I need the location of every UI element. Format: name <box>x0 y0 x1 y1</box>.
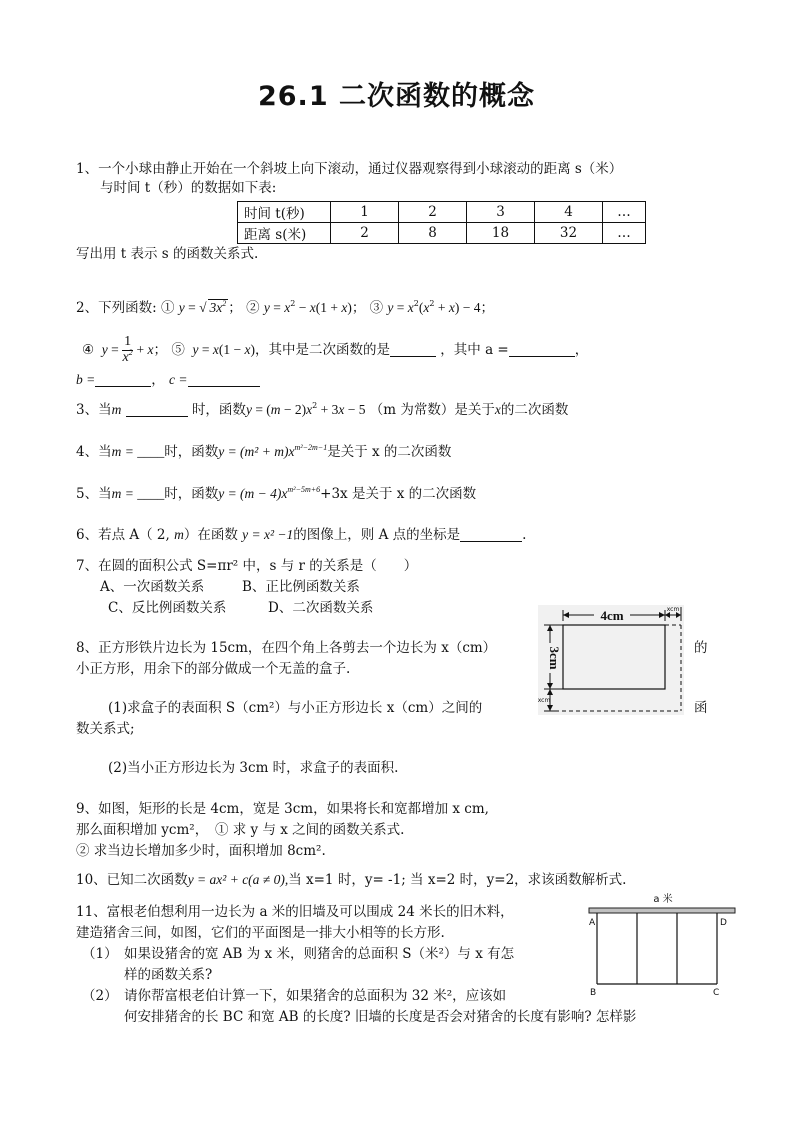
q3-blank[interactable] <box>126 402 188 417</box>
q6-text-c: 的图像上，则 A 点的坐标是 <box>293 527 461 543</box>
q3-formula: y <box>245 402 252 417</box>
corner-a: A <box>589 918 596 928</box>
q6-blank[interactable] <box>460 527 522 542</box>
corner-c: C <box>713 988 720 998</box>
ext-label-x: xcm <box>666 606 680 613</box>
q5-prefix: 5、当 <box>76 486 112 502</box>
q3-tail: 的二次函数 <box>500 402 569 418</box>
q8-line1-tail: 的 <box>694 640 708 656</box>
table-cell: 8 <box>399 223 467 244</box>
q11-line1: 11、富根老伯想利用一边长为 a 米的旧墙及可以围成 24 米长的旧木料， <box>76 904 514 920</box>
q11-sub1-num: （1） <box>82 946 118 962</box>
q5-mid: 时，函数 <box>164 486 219 502</box>
q2-marker-2: ② <box>246 300 260 316</box>
q8-sub2: (2)当小正方形边长为 3cm 时，求盒子的表面积. <box>108 760 399 776</box>
q8-sub1: (1)求盒子的表面积 S（cm²）与小正方形边长 x（cm）之间的 <box>108 700 483 716</box>
q1-data-table <box>237 201 646 244</box>
q4-prefix: 4、当 <box>76 444 112 460</box>
q6-end: . <box>522 527 527 543</box>
q10-prefix: 10、已知二次函数 <box>76 872 188 888</box>
q3-mid: 时，函数 <box>191 402 246 418</box>
table-cell: 32 <box>535 223 603 244</box>
q2-marker-4: ④ <box>82 342 95 358</box>
q11-sub1-b: 样的函数关系? <box>124 967 213 983</box>
q1-line3: 写出用 t 表示 s 的函数关系式. <box>76 246 259 262</box>
q8-rectangle-figure <box>538 605 684 715</box>
q3-prefix: 3、当 <box>76 402 112 418</box>
q6-text-b: ）在函数 <box>183 527 238 543</box>
q10-tail: 当 x=1 时，y= -1; 当 x=2 时，y=2，求该函数解析式. <box>288 872 627 888</box>
page-title: 26.1 二次函数的概念 <box>257 81 536 112</box>
q6-line <box>76 527 526 544</box>
q2-b-label: b = <box>76 372 96 387</box>
q9-line2: 那么面积增加 ycm²， ① 求 y 与 x 之间的函数关系式. <box>76 822 405 838</box>
q7-option-a[interactable]: A、一次函数关系 <box>100 579 205 595</box>
q1-line1: 1、一个小球由静止开始在一个斜坡上向下滚动，通过仪器观察得到小球滚动的距离 s（米） <box>76 161 623 177</box>
q8-line2: 小正方形，用余下的部分做成一个无盖的盒子. <box>76 661 351 677</box>
q2-b-blank[interactable] <box>95 372 151 387</box>
q2-a-label: ，其中 a = <box>440 342 509 358</box>
q9-line1: 9、如图，矩形的长是 4cm，宽是 3cm，如果将长和宽都增加 x cm, <box>76 801 489 817</box>
q7-stem: 7、在圆的面积公式 S=πr² 中，s 与 r 的关系是（ ） <box>76 558 418 574</box>
q2-question: ，其中是二次函数的是 <box>254 342 390 358</box>
q4-blank[interactable]: m = ____ <box>111 444 165 459</box>
table-row <box>238 223 646 244</box>
table-cell: … <box>603 202 646 223</box>
q3-note: （m 为常数）是关于 <box>369 402 495 418</box>
q11-sub2-num: （2） <box>82 988 118 1004</box>
q11-pigsty-figure <box>587 892 739 1002</box>
rectangle-diagram <box>538 605 684 715</box>
q3-line: 3、当m 时，函数$y = (m - 2)x^2 + 3x - 5$ （m 为常数）是关于x的二次函数 <box>76 401 569 418</box>
width-label: 3cm <box>547 646 562 670</box>
table-cell: 2 <box>399 202 467 223</box>
q2-prefix: 2、下列函数: <box>76 300 157 316</box>
q5-exponent: m²−5m+6 <box>287 485 321 494</box>
q2-line2: ④ y = $\frac{1}{x^2}$ + x； ⑤ y = x(1 − x)，其中是二次函数的是 ，其中 a = ， <box>82 334 589 365</box>
q5-formula: y = (m − 4)x <box>218 486 288 501</box>
q8-line1: 8、正方形铁片边长为 15cm，在四个角上各剪去一个边长为 x（cm） <box>76 640 497 656</box>
q9-line3: ② 求当边长增加多少时，面积增加 8cm². <box>76 843 326 859</box>
q11-sub2-a: 请你帮富根老伯计算一下，如果猪舍的总面积为 32 米²，应该如 <box>124 988 507 1004</box>
q2-formula-3: y <box>387 300 394 315</box>
q6-var: m <box>174 527 184 542</box>
q7-option-c[interactable]: C、反比例函数关系 <box>108 600 227 616</box>
q3-var: m <box>111 402 122 417</box>
q4-mid: 时，函数 <box>164 444 219 460</box>
q1-line2: 与时间 t（秒）的数据如下表: <box>100 180 277 196</box>
q8-sub1-cont: 数关系式; <box>76 721 135 737</box>
q2-formula-1: y <box>178 300 185 315</box>
q2-line3: b = ， c = <box>76 372 260 389</box>
table-cell: 18 <box>467 223 535 244</box>
q8-sub1-tail: 函 <box>694 700 708 716</box>
table-cell: 3 <box>467 202 535 223</box>
q2-marker-1: ① <box>160 300 175 316</box>
q4-line <box>76 444 451 461</box>
q2-c-blank[interactable] <box>188 372 260 387</box>
original-rectangle <box>563 625 665 689</box>
q10-formula: y = ax² + c(a ≠ 0), <box>187 872 289 887</box>
q5-blank[interactable]: m = ____ <box>111 486 165 501</box>
q11-line2: 建造猪舍三间，如图，它们的平面图是一排大小相等的长方形. <box>76 925 445 941</box>
q5-formula-tail: +3x <box>320 486 348 502</box>
old-wall <box>589 908 735 913</box>
corner-b: B <box>590 988 597 998</box>
pigsty-diagram <box>587 892 739 1002</box>
q4-exponent: m²−2m−1 <box>294 443 328 452</box>
q6-text-a: 6、若点 A（ 2, <box>76 527 170 543</box>
q5-line <box>76 486 476 503</box>
q4-tail: 是关于 x 的二次函数 <box>327 444 452 460</box>
table-row-header: 距离 s(米) <box>238 223 331 244</box>
q2-formula-2: y <box>263 300 270 315</box>
q2-a-blank[interactable] <box>509 342 575 357</box>
table-cell: 1 <box>331 202 399 223</box>
q5-tail: 是关于 x 的二次函数 <box>351 486 477 502</box>
q4-formula: y = (m² + m)x <box>218 444 295 459</box>
q2-fraction: $\frac{1}{x^2}$ <box>122 334 133 365</box>
q7-option-b[interactable]: B、正比例函数关系 <box>242 579 360 595</box>
q11-sub2-b: 何安排猪舍的长 BC 和宽 AB 的长度? 旧墙的长度是否会对猪舍的长度有影响? 怎样影 <box>124 1009 637 1025</box>
q2-line1: 2、下列函数: ① y = √ $3x^2$ ； ② $y = x^2 - x(1 + x)$； ③ $y = x^2(x^2 + x) - 4$； <box>76 299 494 316</box>
ext-label-y: xcm <box>538 697 551 704</box>
q10-line <box>76 872 626 889</box>
length-label: 4cm <box>600 608 624 623</box>
q2-c-label: c = <box>169 372 188 387</box>
table-cell: 2 <box>331 223 399 244</box>
q2-marker-3: ③ <box>369 300 384 316</box>
q2-answer-blank[interactable] <box>390 342 436 357</box>
q11-sub1-a: 如果设猪舍的宽 AB 为 x 米，则猪舍的总面积 S（米²）与 x 有怎 <box>124 946 515 962</box>
corner-d: D <box>720 918 727 928</box>
table-cell: 4 <box>535 202 603 223</box>
wall-label: a 米 <box>653 894 673 905</box>
q2-sqrt-radicand: $3x^2$ <box>209 299 227 315</box>
q2-marker-5: ⑤ <box>171 342 185 358</box>
q6-formula: y = x² −1 <box>242 527 294 542</box>
table-cell: … <box>603 223 646 244</box>
table-row <box>238 202 646 223</box>
q7-option-d[interactable]: D、二次函数关系 <box>268 600 374 616</box>
table-row-header: 时间 t(秒) <box>238 202 331 223</box>
